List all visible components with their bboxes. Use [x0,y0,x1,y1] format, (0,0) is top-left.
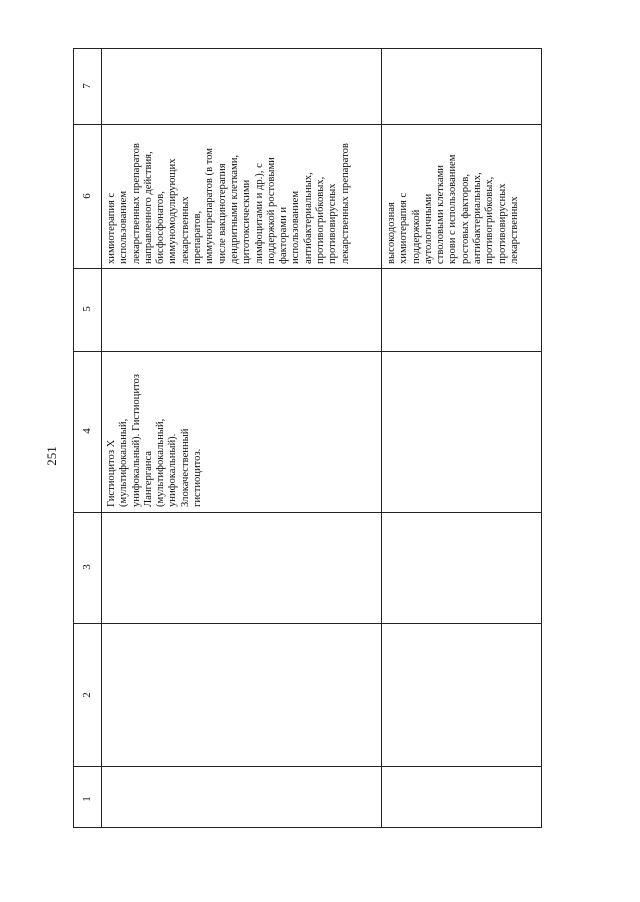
row1-treatment-cell: химиотерапия с использованием лекарственных препаратов направленного действия, бисфосфонатов, иммуномодулирующих лекарственных препаратов, иммунопрепаратов (в том числе вакцинотерапия дендритными клетками, цитотоксическими лимфоцитами и др.), с поддержкой ростовыми факторами и использованием антибактериальных, противогрибковых, противовирусных лекарственных препаратов [106,143,351,264]
row2-treatment-cell: высокодозная химиотерапия с поддержкой аутологичными стволовыми клетками крови с использованием ростовых факторов, антибактериальных, противогрибковых, противовирусных лекарственных [386,154,520,264]
column-number-3: 3 [81,564,93,570]
column-number-6: 6 [81,193,93,199]
page-number: 251 [44,446,59,466]
row1-diagnosis-cell: Гистиоцитоз X (мультифокальный, унифокальный). Гистиоцитоз Лангерганса (мультифокальный, унифокальный). Злокачественный гистиоцитоз. [106,374,204,507]
column-number-5: 5 [81,306,93,312]
table-rule [381,49,382,827]
table-rule [101,49,102,827]
column-number-2: 2 [81,692,93,698]
column-number-7: 7 [81,83,93,89]
table-rule [74,512,541,513]
column-number-4: 4 [81,428,93,434]
table-rule [74,268,541,269]
table-rule [74,623,541,624]
data-table [73,48,542,828]
table-rule [74,766,541,767]
column-number-1: 1 [81,796,93,802]
